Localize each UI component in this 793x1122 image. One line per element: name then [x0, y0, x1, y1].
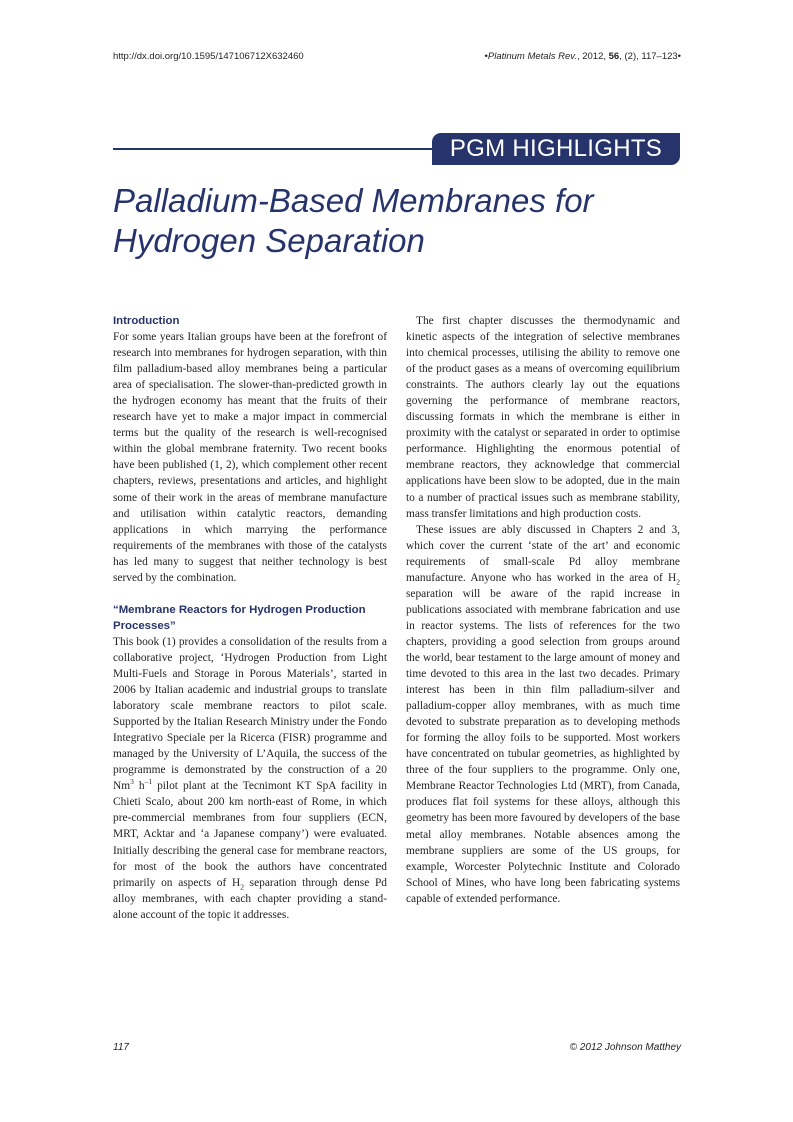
- copyright-notice: © 2012 Johnson Matthey: [569, 1042, 681, 1053]
- title-line-1: Palladium-Based Membranes for: [113, 182, 594, 219]
- chapters-two-three-paragraph: [406, 522, 680, 907]
- journal-pages: , (2), 117–123: [619, 51, 678, 62]
- unit-hour: h: [133, 780, 145, 793]
- doi-link[interactable]: http://dx.doi.org/10.1595/147106712X632460: [113, 51, 304, 62]
- book-text-c: separation through dense Pd alloy membranes, with each chapter providing a stand-alone account of the topic it addresses.: [113, 876, 387, 921]
- book-text-b: pilot plant at the Tecnimont KT SpA facility in Chieti Scalo, about 200 km north-east of Rome, in which pre-commercial membranes from four suppliers (ECN, MRT, Acktar and ‘a Japanese company’) were evaluated. Initially describing the general case for membrane reactors, for most of the book the authors have concentrated primarily on aspects of H: [113, 780, 388, 889]
- chapter-one-paragraph: The first chapter discusses the thermodynamic and kinetic aspects of the integration of selective membranes into chemical processes, utilising the ability to remove one of the product gases as a means of overcoming equilibrium constraints. The authors clearly lay out the equations governing the performance of membrane reactors, discussing formats in which the membrane is either in proximity with the catalyst or separated in order to optimise performance. Highlighting the enormous potential of membrane reactors, they acknowledge that commercial applications have been slow to be adopted, due in the main to a number of practical issues such as membrane stability, mass transfer limitations and high production costs.: [406, 315, 680, 520]
- left-column: [113, 313, 387, 923]
- citation-bullet: •: [484, 51, 488, 62]
- para2-text-b: separation will be aware of the rapid increase in publications associated with membrane fabrication and use in reactor systems. The lists of references for the two chapters, providing a good selection from groups around the world, bear testament to the large amount of money and time devoted to this area in the last two decades. Primary interest has been in thin film palladium-silver and palladium-copper alloy membranes, with as much time devoted to substrate preparation as to developing methods for forming the alloy foils to be supported. Most workers have concentrated on tubular geometries, as highlighted by three of the four suppliers to the programme. Only one, Membrane Reactor Technologies Ltd (MRT), from Canada, produces flat foil systems for these alloys, although this geometry has been more favoured by developers of the base metal alloy membranes. Notable absences among the membrane suppliers are some of the US groups, for example, Worcester Polytechnic Institute and Colorado School of Mines, who have long been fabricating systems capable of extended performance.: [406, 587, 680, 905]
- section-banner: PGM HIGHLIGHTS: [432, 133, 680, 165]
- citation-bullet: •: [677, 51, 681, 62]
- page-number: 117: [113, 1042, 129, 1053]
- title-line-2: Hydrogen Separation: [113, 222, 425, 259]
- unit-superscript: –1: [144, 777, 153, 787]
- journal-volume: 56: [608, 51, 620, 62]
- unit-superscript: 3: [130, 777, 134, 787]
- introduction-paragraph: For some years Italian groups have been at the forefront of research into membranes for hydrogen separation, with thin film palladium-based alloy membranes being a particular area of specialisation. The slower-than-predicted growth in the hydrogen economy has meant that the fruits of their research have yet to make a major impact in commercial terms but the quality of the research is well-recognised within the global membrane fraternity. Two recent books have been published (1, 2), which complement other recent chapters, reviews, presentations and articles, and highlight some of their work in the areas of membrane manufacture and utilisation within catalytic reactors, demanding applications in which marrying the performance requirements of the membranes with those of the catalysts has led many to suggest that neither technology is best served by the combination.: [113, 331, 387, 584]
- journal-citation: [485, 51, 681, 62]
- book-paragraph: [113, 634, 387, 923]
- book-heading: “Membrane Reactors for Hydrogen Production Processes”: [113, 603, 366, 632]
- h2-subscript: 2: [240, 881, 244, 891]
- journal-year: , 2012,: [576, 51, 609, 62]
- h2-subscript: 2: [676, 577, 680, 587]
- journal-name: Platinum Metals Rev.: [487, 51, 577, 62]
- section-divider: [113, 148, 435, 150]
- book-text-a: This book (1) provides a consolidation of the results from a collaborative project, ‘Hydrogen Production from Light Multi-Fuels and Storage in Porous Materials’, started in 2006 by Italian academic and industrial groups to translate laboratory scale membrane reactors to pilot scale. Supported by the Italian Research Ministry under the Fondo Integrativo Speciale per la Ricerca (FISR) programme and managed by the University of L’Aquila, the success of the programme is demonstrated by the construction of a 20 Nm: [113, 635, 387, 793]
- introduction-heading: Introduction: [113, 315, 180, 327]
- article-title: [113, 181, 693, 261]
- right-column: [406, 313, 680, 907]
- para2-text-a: These issues are ably discussed in Chapters 2 and 3, which cover the current ‘state of the art’ and economic requirements of small-scale Pd alloy membrane manufacture. Anyone who has worked in the area of H: [406, 523, 680, 584]
